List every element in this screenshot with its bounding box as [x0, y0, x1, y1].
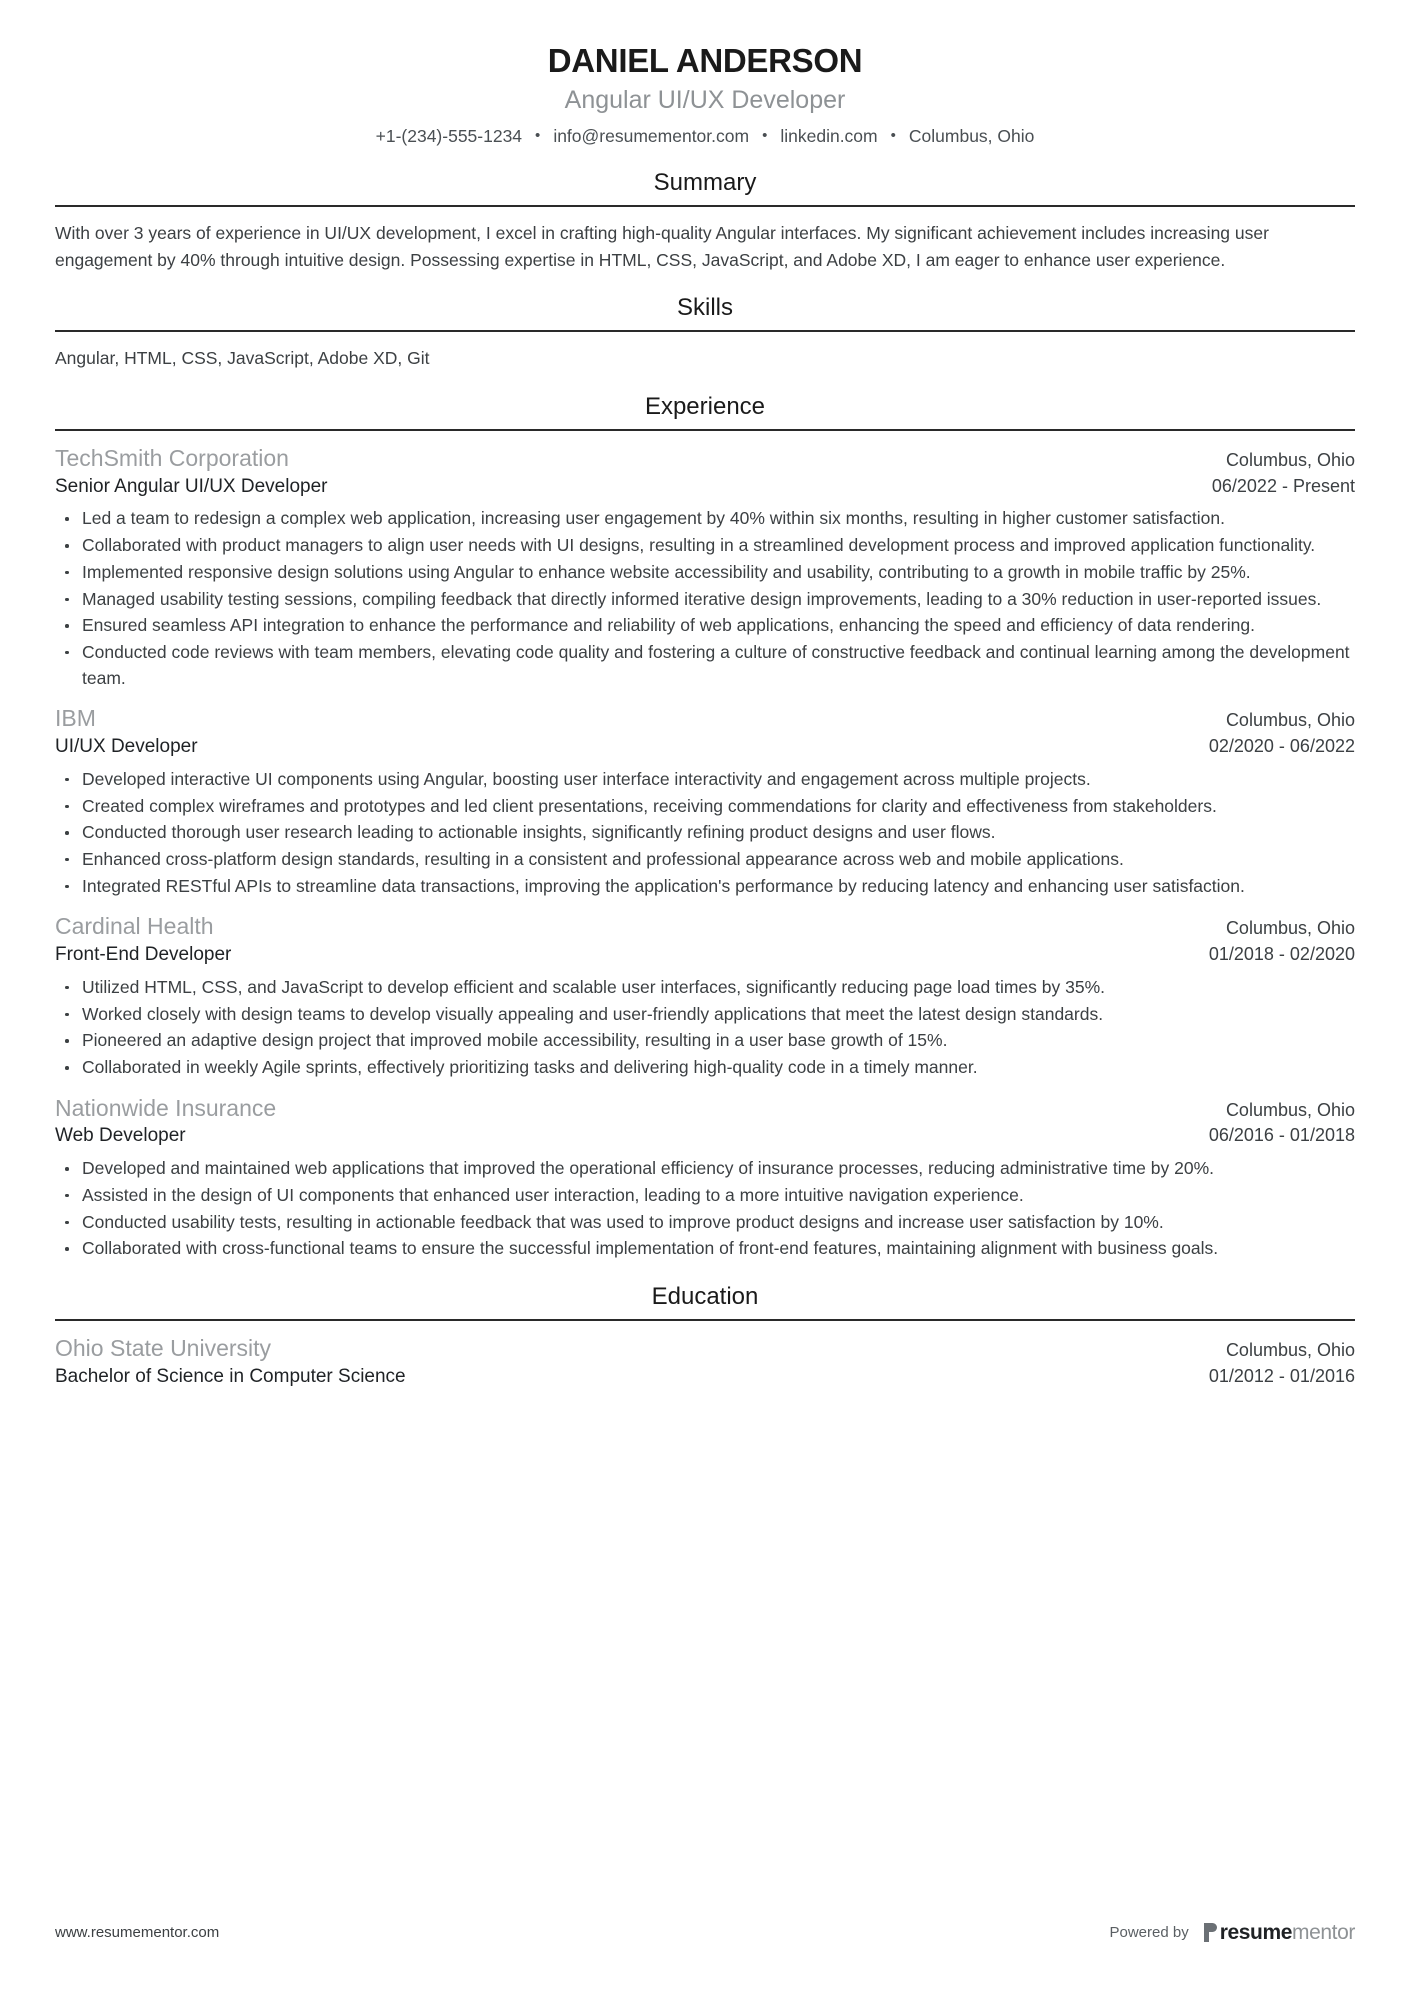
- section-summary-heading: [55, 170, 1355, 207]
- entry-role-row: [55, 1124, 1355, 1149]
- section-experience-body: [55, 431, 1355, 1262]
- section-education-heading: [55, 1284, 1355, 1321]
- entry-org-row: [55, 444, 1355, 473]
- resume-entry: [55, 1094, 1355, 1262]
- entry-location: Columbus, Ohio: [1225, 449, 1355, 470]
- entry-bullet: Conducted usability tests, resulting in actionable feedback that was used to improve product designs and increase user satisfaction by 10%.: [55, 1210, 1355, 1236]
- section-title-label: Experience: [644, 392, 766, 420]
- entry-bullet: Implemented responsive design solutions using Angular to enhance website accessibility and usability, contributing to a growth in mobile traffic by 25%.: [55, 560, 1355, 586]
- entry-location: Columbus, Ohio: [1225, 918, 1355, 939]
- section-education: [55, 1284, 1355, 1390]
- entry-bullet-list: [55, 506, 1355, 691]
- entry-organization: TechSmith Corporation: [55, 444, 289, 471]
- entry-organization: IBM: [55, 705, 96, 732]
- powered-by-label: Powered by: [1109, 1924, 1189, 1941]
- resumementor-logo: [1204, 1922, 1355, 1943]
- contact-separator-icon: •: [762, 126, 768, 144]
- summary-text: With over 3 years of experience in UI/UX development, I excel in crafting high-quality Angular interfaces. My significant achievement includes increasing user engagement by 40% through intuitive design. Possessing expertise in HTML, CSS, JavaScript, and Adobe XD, I am eager to enhance user experience.: [55, 223, 1269, 270]
- entry-role-row: [55, 475, 1355, 500]
- entry-role: Senior Angular UI/UX Developer: [55, 475, 328, 497]
- entry-bullet-list: [55, 975, 1355, 1081]
- skills-list: Angular, HTML, CSS, JavaScript, Adobe XD, Git: [55, 348, 430, 369]
- contact-phone: +1-(234)-555-1234: [375, 126, 523, 147]
- entry-bullet: Developed and maintained web applications that improved the operational efficiency of insurance processes, reducing administrative time by 20%.: [55, 1156, 1355, 1182]
- section-title-label: Education: [651, 1283, 759, 1311]
- section-title-label: Skills: [676, 293, 733, 321]
- entry-bullet: Integrated RESTful APIs to streamline data transactions, improving the application's performance by reducing latency and enhancing user satisfaction.: [55, 874, 1355, 900]
- entry-org-row: [55, 1334, 1355, 1363]
- resume-entry: [55, 1334, 1355, 1389]
- entry-dates: 02/2020 - 06/2022: [1208, 736, 1355, 757]
- entry-dates: 06/2016 - 01/2018: [1208, 1125, 1355, 1146]
- entry-dates: 06/2022 - Present: [1211, 475, 1355, 496]
- entry-bullet: Enhanced cross-platform design standards, resulting in a consistent and professional appearance across web and mobile applications.: [55, 847, 1355, 873]
- entry-organization: Nationwide Insurance: [55, 1094, 277, 1121]
- entry-role-row: [55, 735, 1355, 760]
- resume-entry: [55, 704, 1355, 899]
- entry-bullet: Led a team to redesign a complex web application, increasing user engagement by 40% within six months, resulting in higher customer satisfaction.: [55, 506, 1355, 532]
- section-skills: [55, 295, 1355, 372]
- entry-bullet: Created complex wireframes and prototypes and led client presentations, receiving commendations for clarity and effectiveness from stakeholders.: [55, 794, 1355, 820]
- entry-bullet: Ensured seamless API integration to enhance the performance and reliability of web applications, enhancing the speed and efficiency of data rendering.: [55, 613, 1355, 639]
- entry-bullet-list: [55, 1156, 1355, 1262]
- entry-bullet: Conducted thorough user research leading to actionable insights, significantly refining product designs and user flows.: [55, 820, 1355, 846]
- section-experience: [55, 394, 1355, 1263]
- section-education-body: [55, 1321, 1355, 1389]
- contact-separator-icon: •: [535, 126, 541, 144]
- entry-org-row: [55, 912, 1355, 941]
- entry-org-row: [55, 1094, 1355, 1123]
- section-skills-heading: [55, 295, 1355, 332]
- entry-bullet: Collaborated in weekly Agile sprints, effectively prioritizing tasks and delivering high-quality code in a timely manner.: [55, 1055, 1355, 1081]
- footer-branding: [1110, 1922, 1356, 1943]
- footer-website-url[interactable]: www.resumementor.com: [55, 1924, 220, 1941]
- brand-name-light: mentor: [1292, 1921, 1355, 1944]
- resume-entry: [55, 444, 1355, 691]
- entry-bullet: Managed usability testing sessions, compiling feedback that directly informed iterative design improvements, leading to a 30% reduction in user-reported issues.: [55, 587, 1355, 613]
- entry-bullet: Collaborated with cross-functional teams to ensure the successful implementation of front-end features, maintaining alignment with business goals.: [55, 1236, 1355, 1262]
- section-summary-body: [55, 207, 1355, 273]
- entry-bullet: Conducted code reviews with team members, elevating code quality and fostering a culture of constructive feedback and continual learning among the development team.: [55, 640, 1355, 691]
- entry-organization: Ohio State University: [55, 1335, 272, 1362]
- section-experience-heading: [55, 394, 1355, 431]
- entry-bullet: Utilized HTML, CSS, and JavaScript to develop efficient and scalable user interfaces, significantly reducing page load times by 35%.: [55, 975, 1355, 1001]
- section-skills-body: [55, 332, 1355, 371]
- section-summary: [55, 170, 1355, 273]
- page-footer: [55, 1922, 1355, 1943]
- contact-linkedin[interactable]: linkedin.com: [780, 126, 878, 147]
- entry-organization: Cardinal Health: [55, 913, 214, 940]
- contact-separator-icon: •: [890, 126, 896, 144]
- resumementor-mark-icon: [1204, 1922, 1217, 1943]
- entry-dates: 01/2018 - 02/2020: [1208, 944, 1355, 965]
- entry-bullet: Collaborated with product managers to align user needs with UI designs, resulting in a streamlined development process and improved application functionality.: [55, 533, 1355, 559]
- contact-location: Columbus, Ohio: [908, 126, 1035, 147]
- contact-email[interactable]: info@resumementor.com: [553, 126, 750, 147]
- entry-role: UI/UX Developer: [55, 736, 198, 758]
- entry-bullet: Assisted in the design of UI components that enhanced user interaction, leading to a more intuitive navigation experience.: [55, 1183, 1355, 1209]
- entry-org-row: [55, 704, 1355, 733]
- entry-role: Front-End Developer: [55, 944, 232, 966]
- entry-bullet-list: [55, 767, 1355, 900]
- entry-bullet: Pioneered an adaptive design project that improved mobile accessibility, resulting in a user base growth of 15%.: [55, 1028, 1355, 1054]
- entry-location: Columbus, Ohio: [1225, 710, 1355, 731]
- entry-role: Bachelor of Science in Computer Science: [55, 1366, 406, 1388]
- brand-name-bold: resume: [1219, 1921, 1293, 1944]
- section-title-label: Summary: [653, 169, 757, 196]
- resume-entry: [55, 912, 1355, 1080]
- candidate-name: DANIEL ANDERSON: [547, 42, 863, 79]
- entry-bullet: Worked closely with design teams to develop visually appealing and user-friendly applications that meet the latest design standards.: [55, 1002, 1355, 1028]
- entry-location: Columbus, Ohio: [1225, 1340, 1355, 1361]
- entry-bullet: Developed interactive UI components using Angular, boosting user interface interactivity and engagement across multiple projects.: [55, 767, 1355, 793]
- entry-location: Columbus, Ohio: [1225, 1099, 1355, 1120]
- entry-role: Web Developer: [55, 1125, 186, 1147]
- entry-role-row: [55, 943, 1355, 968]
- candidate-job-title: Angular UI/UX Developer: [564, 86, 846, 115]
- entry-dates: 01/2012 - 01/2016: [1208, 1366, 1355, 1387]
- entry-role-row: [55, 1365, 1355, 1390]
- contact-line: [55, 125, 1355, 148]
- resume-header: [55, 40, 1355, 148]
